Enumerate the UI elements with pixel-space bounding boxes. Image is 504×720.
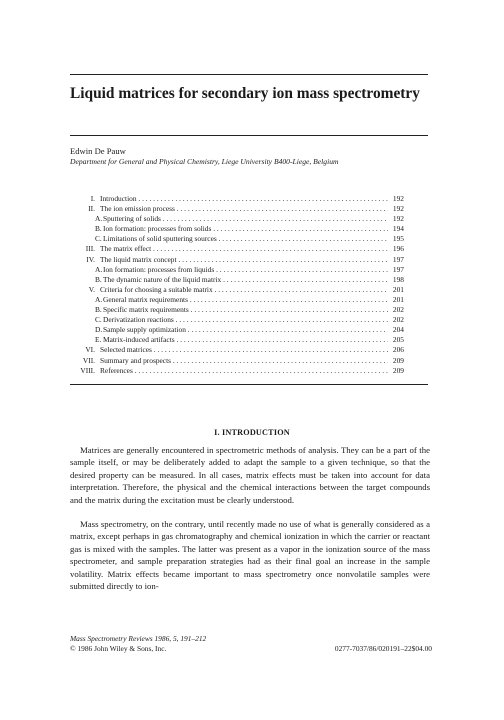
toc-entry-title: Sample supply optimization . . . [103,325,388,335]
toc-entry-title: Sputtering of solids . . . [103,214,388,224]
title-rule [70,135,428,136]
toc-entry-page: 206 [392,345,404,355]
toc-entry-page: 198 [392,274,404,284]
journal-citation: Mass Spectrometry Reviews 1986, 5, 191–212 [70,634,207,643]
intro-paragraph-2: Mass spectrometry, on the contrary, until recently made no use of what is generally considered as a matrix, except perhaps in gas chromatography and chemical ionization in which the carrier or reactant gas is mixed with the samples. The latter was present as a vapor in the ionization source of the mass spectrometer, and sample preparation strategies had as their final goal an increase in the sample volatility. Matrix effects became important to mass spectrometry once nonvolatile samples were submitted directly to ion- [70,519,430,592]
toc-entry-title: Derivatization reactions . . . [103,315,388,325]
toc-entry-page: 197 [392,254,404,264]
toc-entry-page: 209 [392,355,404,365]
toc-entry-number: III. [85,244,95,254]
toc-entry-title: Introduction . . . [100,194,388,204]
toc-entry-number: B. [95,274,102,284]
toc-entry [74,345,404,355]
top-rule [70,74,428,75]
toc-entry [74,265,404,275]
toc-entry-title: The liquid matrix concept . . . [100,255,388,265]
toc-entry-number: E. [95,335,102,345]
author-affiliation: Department for General and Physical Chemistry, Liege University B400-Liege, Belgium [70,157,339,166]
toc-entry-number: A. [95,264,103,274]
toc-entry-title: Matrix-induced artifacts . . . [103,335,388,345]
toc-entry [74,244,404,254]
toc-rule [70,384,428,385]
toc-entry-title: The matrix effect . . . [100,244,388,254]
article-title: Liquid matrices for secondary ion mass spectrometry [70,85,420,102]
toc-entry-number: VII. [82,355,95,365]
copyright-notice: © 1986 John Wiley & Sons, Inc. [70,644,167,653]
toc-entry-number: B. [95,305,102,315]
toc-entry-title: References . . . [100,366,388,376]
toc-entry [74,214,404,224]
toc-entry-page: 201 [392,294,404,304]
toc-entry [74,335,404,345]
toc-entry-page: 196 [392,244,404,254]
toc-entry-number: A. [95,294,103,304]
article-code: 0277-7037/86/020191–22$04.00 [334,644,432,653]
toc-entry-page: 194 [392,224,404,234]
toc-entry-title: The ion emission process . . . [100,204,388,214]
toc-entry-title: Selected matrices . . . [100,345,388,355]
intro-paragraph-1: Matrices are generally encountered in spectrometric methods of analysis. They can be a part of the sample itself, or may be deliberately added to adapt the sample to a given technique, so that the desired property can be measured. In all cases, matrix effects must be taken into account for data interpretation. Therefore, the physical and the chemical interactions between the target compounds and the matrix during the excitation must be clearly understood. [70,445,430,505]
toc-entry-number: VIII. [80,365,95,375]
toc-entry-number: II. [88,204,95,214]
section-heading: I. INTRODUCTION [214,428,290,437]
toc-entry-title: Summary and prospects . . . [100,356,388,366]
author-name: Edwin De Pauw [70,146,126,156]
toc-entry-page: 195 [392,234,404,244]
toc-entry-page: 202 [392,315,404,325]
toc-entry-title: General matrix requirements . . . [103,295,388,305]
toc-entry-page: 205 [392,335,404,345]
toc-entry-page: 192 [392,214,404,224]
toc-entry [74,255,404,265]
toc-entry [74,356,404,366]
toc-entry-page: 197 [392,264,404,274]
toc-entry-title: Specific matrix requirements . . . [103,305,388,315]
toc-entry-title: Criteria for choosing a suitable matrix . . . [100,285,388,295]
toc-entry-title: Ion formation: processes from solids . . . [103,224,388,234]
toc-entry [74,285,404,295]
toc-entry [74,366,404,376]
toc-entry [74,305,404,315]
toc-entry [74,295,404,305]
toc-entry-number: D. [95,325,103,335]
toc-entry [74,325,404,335]
toc-entry-title: Limitations of solid sputtering sources . . . [103,234,388,244]
toc-entry-number: C. [95,234,102,244]
toc-entry-title: The dynamic nature of the liquid matrix . . . [103,275,388,285]
toc-entry [74,315,404,325]
toc-entry-number: IV. [86,254,95,264]
toc-entry-page: 209 [392,365,404,375]
toc-entry-page: 202 [392,305,404,315]
toc-entry-number: VI. [85,345,95,355]
toc-entry [74,204,404,214]
toc-entry-page: 204 [392,325,404,335]
toc-entry-number: A. [95,214,103,224]
toc-entry-title: Ion formation: processes from liquids . . . [103,265,388,275]
table-of-contents [74,194,404,376]
toc-entry-page: 201 [392,284,404,294]
toc-entry-number: V. [88,284,95,294]
toc-entry-page: 192 [392,204,404,214]
toc-entry [74,234,404,244]
toc-entry [74,194,404,204]
toc-entry-number: C. [95,315,102,325]
toc-entry-number: I. [90,194,95,203]
toc-entry [74,275,404,285]
toc-entry [74,224,404,234]
toc-entry-number: B. [95,224,102,234]
toc-entry-page: 192 [392,194,404,203]
